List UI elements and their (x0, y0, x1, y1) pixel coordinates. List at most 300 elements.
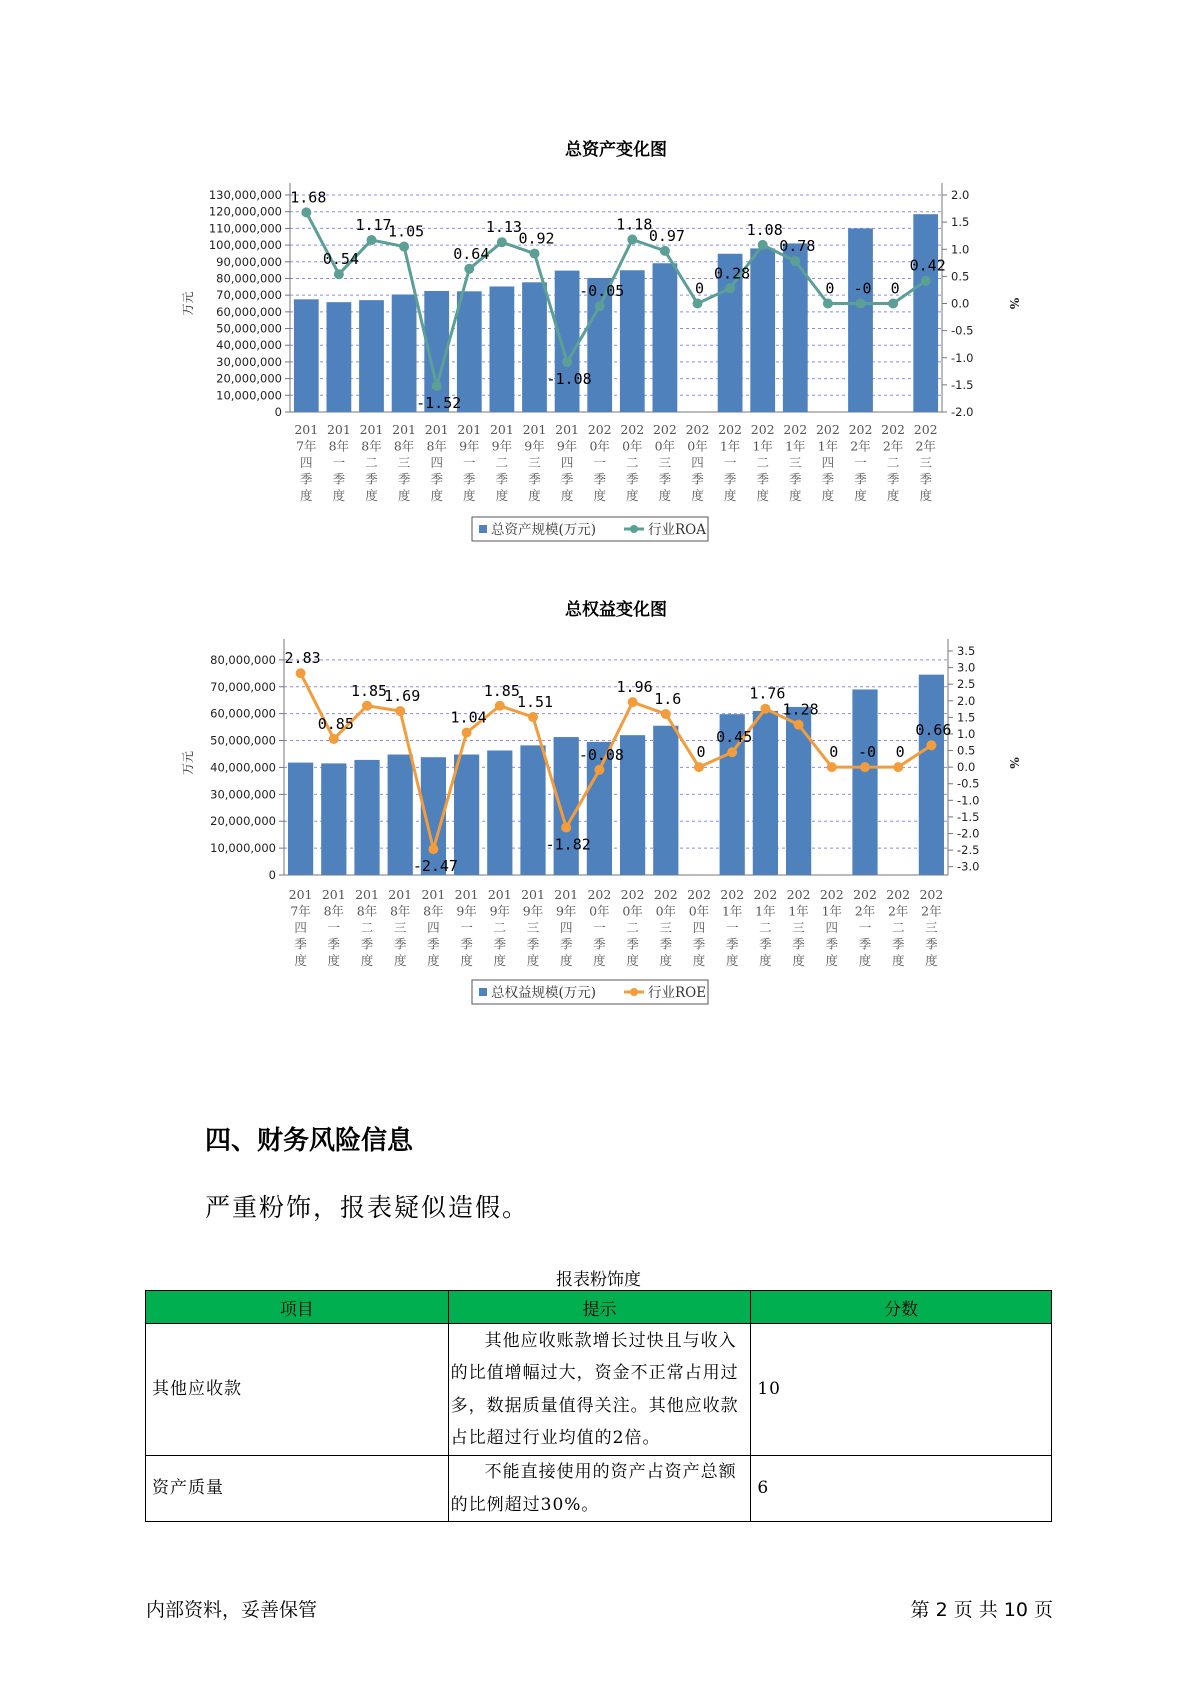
x-tick-label-line: 201 (454, 887, 479, 902)
x-tick-label-line: 四 (427, 920, 440, 935)
x-tick-label-line: 2年 (854, 903, 876, 919)
legend-line-label: 行业ROE (648, 985, 707, 1001)
line-point (694, 762, 704, 772)
table-header-row (146, 1291, 1052, 1324)
x-tick-label-line: 度 (626, 953, 639, 968)
x-tick-label-line: 季 (593, 471, 606, 487)
x-tick-label-line: 202 (786, 887, 811, 902)
data-label: 1.85 (350, 681, 388, 700)
total-equity-chart-svg (150, 600, 1050, 1095)
data-label: 0 (694, 279, 705, 298)
x-tick-label-line: 202 (653, 887, 678, 902)
x-tick-label-line: 季 (393, 936, 407, 952)
line-point (790, 256, 800, 266)
x-tick-label-line: 9年 (522, 903, 544, 919)
x-tick-label-line: 8年 (426, 438, 447, 454)
x-tick-label-line: 季 (528, 471, 541, 487)
bar (359, 300, 384, 412)
table-row (146, 1456, 1052, 1522)
x-tick-label-line: 三 (393, 920, 407, 935)
legend-bar-label: 总资产规模(万元) (491, 522, 597, 538)
left-tick-label: 60,000,000 (210, 706, 276, 721)
x-category-label (820, 887, 844, 968)
line-point (595, 301, 605, 311)
x-tick-label-line: 季 (300, 471, 313, 487)
right-tick-label: 2.5 (957, 677, 976, 692)
right-axis-name: % (1007, 757, 1021, 769)
x-tick-label-line: 二 (493, 920, 507, 935)
right-tick-label: -2.5 (957, 843, 980, 858)
x-tick-label-line: 季 (294, 936, 307, 952)
x-tick-label-line: 四 (691, 455, 704, 470)
x-tick-label-line: 季 (365, 471, 378, 487)
x-tick-label-line: 202 (819, 887, 844, 902)
x-tick-label-line: 四 (430, 455, 443, 470)
data-label: 0 (825, 279, 835, 298)
line-point (495, 701, 505, 711)
line-point (628, 697, 638, 707)
x-tick-label-line: 202 (620, 887, 645, 902)
x-category-label (490, 422, 514, 503)
x-tick-label-line: 四 (300, 455, 313, 470)
x-category-label (720, 887, 744, 968)
data-label: 1.17 (355, 216, 392, 235)
left-axis-name: 万元 (181, 291, 195, 316)
line-point (760, 704, 770, 714)
x-tick-label-line: 202 (753, 887, 778, 902)
legend (472, 517, 708, 541)
bar (321, 763, 346, 875)
x-tick-label-line: 201 (355, 887, 379, 902)
chart-title: 总资产变化图 (565, 140, 667, 160)
left-tick-label: 30,000,000 (210, 787, 276, 802)
x-tick-label-line: 1年 (752, 438, 773, 454)
data-label: 0.64 (453, 244, 490, 263)
left-tick-label: 80,000,000 (210, 652, 276, 667)
line-point (827, 762, 837, 772)
chart-title: 总权益变化图 (565, 600, 667, 620)
x-tick-label-line: 201 (554, 887, 579, 902)
risk-table (145, 1290, 1052, 1522)
x-tick-label-line: 季 (759, 936, 772, 952)
left-axis-name: 万元 (181, 750, 195, 776)
x-category-label (787, 887, 811, 968)
x-tick-label-line: 季 (821, 471, 835, 487)
line-point (395, 706, 405, 716)
x-tick-label-line: 季 (789, 471, 802, 487)
x-tick-label-line: 度 (327, 953, 341, 968)
header-item: 项目 (146, 1291, 449, 1324)
right-axis-name: % (1007, 297, 1021, 310)
x-tick-label-line: 201 (326, 422, 351, 437)
x-tick-label-line: 四 (692, 920, 706, 935)
data-label: 1.85 (483, 681, 520, 700)
left-tick-label: 60,000,000 (216, 304, 282, 319)
x-tick-label-line: 0年 (589, 438, 610, 454)
x-tick-label-line: 0年 (687, 438, 708, 454)
bar (294, 299, 319, 412)
left-tick-label: 0 (268, 868, 276, 882)
bar (913, 214, 938, 412)
x-tick-label-line: 8年 (328, 438, 350, 454)
left-tick-label: 40,000,000 (216, 338, 282, 353)
x-tick-label-line: 201 (487, 887, 512, 902)
right-tick-label: -0.5 (957, 776, 980, 791)
x-tick-label-line: 季 (692, 936, 706, 952)
line-point (562, 357, 572, 367)
x-tick-label-line: 二 (495, 455, 509, 470)
line-point (856, 299, 866, 309)
x-tick-label-line: 季 (858, 936, 872, 952)
x-category-label (919, 887, 943, 968)
x-category-label (621, 887, 645, 968)
bar (490, 286, 515, 412)
x-tick-label-line: 度 (725, 953, 739, 968)
x-tick-label-line: 度 (691, 488, 704, 503)
x-tick-label-line: 8年 (389, 903, 411, 919)
data-label: -2.47 (412, 857, 458, 876)
x-tick-label-line: 2年 (915, 438, 936, 454)
x-tick-label-line: 季 (756, 471, 769, 487)
x-tick-label-line: 0年 (622, 438, 643, 454)
bar (653, 726, 678, 875)
x-tick-label-line: 季 (854, 471, 867, 487)
data-label: 1.13 (485, 218, 522, 237)
x-tick-label-line: 度 (792, 953, 805, 968)
left-tick-label: 0 (274, 405, 282, 419)
x-tick-label-line: 度 (756, 488, 769, 503)
right-tick-label: -2.0 (951, 405, 974, 419)
bar (354, 760, 379, 875)
x-tick-label-line: 201 (294, 422, 319, 437)
x-tick-label-line: 8年 (323, 903, 345, 919)
x-tick-label-line: 2年 (882, 438, 904, 454)
x-tick-label-line: 一 (332, 455, 346, 470)
x-tick-label-line: 一 (858, 920, 872, 935)
right-tick-label: -1.0 (951, 350, 974, 365)
left-tick-label: 80,000,000 (216, 271, 282, 286)
x-tick-label-line: 201 (321, 887, 346, 902)
x-category-label (554, 887, 578, 968)
x-tick-label-line: 三 (397, 455, 411, 470)
x-tick-label-line: 9年 (555, 903, 577, 919)
x-tick-label-line: 202 (853, 887, 877, 902)
left-tick-label: 10,000,000 (216, 388, 282, 403)
x-tick-label-line: 度 (528, 488, 541, 503)
x-tick-label-line: 0年 (589, 903, 610, 919)
bar (753, 711, 778, 875)
line-point (888, 299, 898, 309)
x-tick-label-line: 度 (658, 488, 672, 503)
x-category-label (914, 422, 938, 503)
x-tick-label-line: 1年 (721, 903, 743, 919)
x-tick-label-line: 季 (593, 936, 606, 952)
section-heading: 四、财务风险信息 (205, 1126, 414, 1156)
x-tick-label-line: 季 (526, 936, 540, 952)
data-label: -0.05 (579, 282, 625, 301)
x-tick-label-line: 度 (427, 953, 440, 968)
x-tick-label-line: 202 (718, 422, 743, 437)
x-tick-label-line: 8年 (356, 903, 378, 919)
line-point (758, 240, 768, 250)
data-label: -0 (853, 279, 872, 298)
x-tick-label-line: 季 (493, 936, 507, 952)
x-tick-label-line: 度 (493, 953, 507, 968)
x-tick-label-line: 季 (658, 471, 672, 487)
x-tick-label-line: 9年 (489, 903, 511, 919)
x-tick-label-line: 度 (692, 953, 706, 968)
x-tick-label-line: 1年 (719, 438, 741, 454)
x-category-label (327, 422, 351, 503)
data-label: 1.04 (450, 708, 487, 727)
x-tick-label-line: 202 (685, 422, 710, 437)
x-tick-label-line: 8年 (361, 438, 382, 454)
line-point (627, 234, 637, 244)
data-label: 0.97 (648, 226, 685, 245)
x-tick-label-line: 三 (526, 920, 540, 935)
x-tick-label-line: 度 (463, 488, 476, 503)
line-point (725, 283, 735, 293)
data-label: 0.54 (322, 250, 359, 269)
x-tick-label-line: 二 (360, 920, 374, 935)
data-label: -0 (857, 743, 877, 762)
data-label: 1.18 (616, 215, 653, 234)
line-point (329, 734, 339, 744)
x-tick-label-line: 2年 (921, 903, 942, 919)
line-point (561, 823, 571, 833)
x-tick-label-line: 季 (723, 471, 737, 487)
line-point (594, 765, 604, 775)
x-tick-label-line: 三 (925, 920, 938, 935)
left-tick-label: 130,000,000 (208, 188, 282, 202)
line-point (464, 264, 474, 274)
x-tick-label-line: 季 (919, 471, 932, 487)
x-tick-label-line: 202 (848, 422, 873, 437)
data-label: 0 (890, 279, 900, 298)
x-tick-label-line: 202 (750, 422, 775, 437)
line-point (794, 720, 804, 730)
left-tick-label: 70,000,000 (210, 679, 276, 694)
x-tick-label-line: 1年 (788, 903, 809, 919)
x-tick-label-line: 度 (593, 488, 606, 503)
data-label: -0.08 (578, 745, 624, 764)
x-tick-label-line: 二 (365, 455, 378, 470)
x-category-label (718, 422, 742, 503)
left-tick-label: 70,000,000 (216, 288, 282, 303)
x-tick-label-line: 度 (723, 488, 737, 503)
x-category-label (849, 422, 873, 503)
x-tick-label-line: 9年 (459, 438, 480, 454)
bar (327, 302, 352, 412)
x-category-label (455, 887, 479, 968)
data-label: 1.08 (746, 220, 783, 239)
left-tick-label: 110,000,000 (208, 221, 282, 236)
x-tick-label-line: 季 (495, 471, 509, 487)
x-tick-label-line: 季 (659, 936, 673, 952)
x-tick-label-line: 二 (756, 455, 769, 470)
right-tick-label: -1.0 (957, 793, 980, 808)
x-tick-label-line: 8年 (423, 903, 444, 919)
row-score: 10 (751, 1324, 1052, 1456)
left-tick-label: 100,000,000 (208, 238, 282, 253)
line-point (823, 299, 833, 309)
x-tick-label-line: 202 (652, 422, 677, 437)
x-tick-label-line: 201 (421, 887, 446, 902)
x-tick-label-line: 度 (626, 488, 639, 503)
x-tick-label-line: 四 (821, 455, 835, 470)
x-tick-label-line: 度 (825, 953, 839, 968)
table-caption: 报表粉饰度 (556, 1270, 641, 1290)
x-tick-label-line: 度 (300, 488, 313, 503)
x-tick-label-line: 季 (886, 471, 900, 487)
footer-confidential: 内部资料，妥善保管 (146, 1599, 318, 1621)
x-tick-label-line: 二 (886, 455, 900, 470)
x-tick-label-line: 1年 (755, 903, 776, 919)
data-label: 1.96 (616, 678, 653, 697)
line-point (860, 762, 870, 772)
x-category-label (425, 422, 449, 503)
x-tick-label-line: 201 (388, 887, 413, 902)
x-tick-label-line: 一 (723, 455, 737, 470)
right-tick-label: -0.5 (951, 323, 974, 338)
x-tick-label-line: 201 (555, 422, 580, 437)
legend-bar-swatch (479, 988, 487, 996)
x-tick-label-line: 201 (522, 422, 547, 437)
legend-line-marker (630, 988, 638, 996)
x-tick-label-line: 9年 (491, 438, 513, 454)
line-point (432, 381, 442, 391)
x-tick-label-line: 度 (925, 953, 938, 968)
x-tick-label-line: 度 (886, 488, 900, 503)
bar (919, 675, 944, 875)
right-tick-label: 1.0 (957, 726, 976, 741)
x-tick-label-line: 201 (288, 887, 313, 902)
x-category-label (686, 422, 710, 503)
x-category-label (654, 887, 678, 968)
data-label: 0.28 (714, 264, 751, 283)
data-label: 0.92 (518, 229, 555, 248)
row-score: 6 (751, 1456, 1052, 1522)
x-tick-label-line: 9年 (556, 438, 578, 454)
right-tick-label: 0.5 (957, 743, 976, 758)
x-tick-label-line: 一 (463, 455, 476, 470)
x-tick-label-line: 202 (687, 887, 711, 902)
x-tick-label-line: 0年 (654, 438, 676, 454)
data-label: 1.76 (749, 684, 786, 703)
x-tick-label-line: 季 (463, 471, 476, 487)
legend-bar-label: 总权益规模(万元) (491, 985, 597, 1001)
x-tick-label-line: 季 (460, 936, 473, 952)
x-tick-label-line: 202 (620, 422, 645, 437)
x-category-label (816, 422, 840, 503)
x-tick-label-line: 度 (858, 953, 872, 968)
x-category-label (753, 887, 777, 968)
x-tick-label-line: 季 (560, 471, 574, 487)
legend-line-marker (630, 525, 638, 533)
x-tick-label-line: 202 (886, 887, 911, 902)
x-category-label (588, 422, 612, 503)
bar (555, 271, 580, 412)
line-point (660, 246, 670, 256)
x-category-label (521, 887, 545, 968)
data-label: 0 (829, 743, 839, 762)
x-tick-label-line: 0年 (688, 903, 710, 919)
x-category-label (751, 422, 775, 503)
x-category-label (555, 422, 579, 503)
line-point (462, 728, 472, 738)
bar (388, 755, 413, 875)
x-tick-label-line: 度 (559, 953, 573, 968)
total-assets-chart-svg (150, 135, 1050, 595)
x-tick-label-line: 度 (593, 953, 606, 968)
x-tick-label-line: 7年 (290, 903, 311, 919)
right-tick-label: -1.5 (951, 377, 974, 392)
left-tick-label: 20,000,000 (216, 371, 282, 386)
x-tick-label-line: 度 (360, 953, 374, 968)
x-category-label (523, 422, 547, 503)
x-tick-label-line: 四 (825, 920, 839, 935)
x-tick-label-line: 度 (854, 488, 867, 503)
x-tick-label-line: 度 (659, 953, 673, 968)
x-tick-label-line: 1年 (821, 903, 843, 919)
data-label: 0.78 (779, 237, 816, 256)
x-tick-label-line: 7年 (296, 438, 317, 454)
header-hint: 提示 (448, 1291, 751, 1324)
x-tick-label-line: 三 (919, 455, 932, 470)
data-label: -1.82 (545, 835, 591, 854)
x-category-label (322, 887, 346, 968)
x-tick-label-line: 2年 (850, 438, 871, 454)
data-label: 1.51 (516, 693, 554, 712)
x-tick-label-line: 四 (294, 920, 307, 935)
left-tick-label: 40,000,000 (210, 760, 276, 775)
line-point (362, 701, 372, 711)
bar (522, 282, 547, 412)
risk-summary: 严重粉饰，报表疑似造假。 (205, 1193, 530, 1222)
x-tick-label-line: 季 (725, 936, 739, 952)
x-category-label (289, 887, 313, 968)
x-tick-label-line: 0年 (655, 903, 677, 919)
line-point (693, 299, 703, 309)
x-tick-label-line: 二 (626, 455, 639, 470)
x-tick-label-line: 季 (792, 936, 805, 952)
x-tick-label-line: 四 (560, 455, 574, 470)
x-category-label (881, 422, 905, 503)
data-label: 0 (696, 743, 706, 762)
left-tick-label: 120,000,000 (208, 204, 282, 219)
x-tick-label-line: 季 (925, 936, 938, 952)
left-tick-label: 50,000,000 (210, 733, 276, 748)
x-tick-label-line: 度 (821, 488, 835, 503)
right-tick-label: 0.0 (957, 760, 976, 775)
x-tick-label-line: 度 (560, 488, 574, 503)
x-tick-label-line: 季 (691, 471, 704, 487)
data-label: 1.05 (388, 222, 425, 241)
bar (783, 243, 808, 412)
x-category-label (886, 887, 910, 968)
x-tick-label-line: 度 (393, 953, 407, 968)
x-category-label (457, 422, 481, 503)
x-tick-label-line: 1年 (817, 438, 839, 454)
row-hint: 不能直接使用的资产占资产总额的比例超过30%。 (448, 1456, 751, 1522)
total-equity-chart (150, 600, 1050, 1095)
x-tick-label-line: 202 (587, 887, 612, 902)
right-tick-label: 0.5 (951, 269, 970, 284)
x-tick-label-line: 9年 (524, 438, 545, 454)
data-label: -1.52 (416, 393, 462, 412)
x-tick-label-line: 三 (792, 920, 805, 935)
legend (472, 980, 708, 1004)
